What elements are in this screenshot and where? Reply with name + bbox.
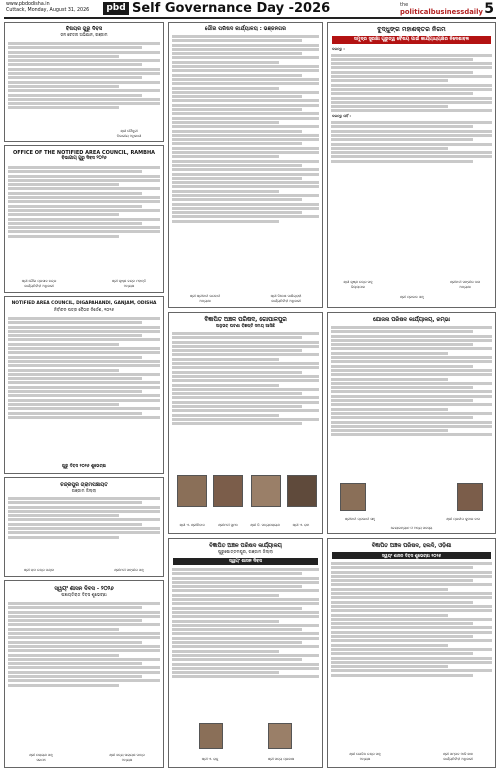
brand-prefix: the — [400, 2, 409, 8]
ad-banner: ସମୁଦ୍ର ସୁରକ୍ଷା ଗୁରୁତ୍ୱ ବୈଷୟ ପାଇଁ କାର୍ଯ୍ୟାଧ୍ୟକ୍ଷର ନିଦେଶାବଳ — [332, 36, 491, 44]
portrait-photo — [177, 475, 207, 507]
signature-name: ଶ୍ରୀ ସତ୍ୟ ନାରାୟଣ ପାତ୍ର — [109, 753, 145, 758]
ad-heading: ଚନ୍ଦ୍ରପୁର ଗ୍ରାମପଞ୍ଚାୟତ — [60, 482, 108, 488]
page-number: 5 — [484, 1, 494, 17]
ad-signature-right — [95, 753, 159, 762]
ad-heading: ଗୌର ପରିଷଦ କାର୍ଯ୍ୟାଳୟ : ଭଞ୍ଜନଗର — [204, 26, 287, 32]
portrait-photo — [213, 475, 243, 507]
page-header — [0, 0, 500, 18]
signature-name: ଶ୍ରୀ ସମ୍ପଦ ଆଳି ଖାନ — [442, 752, 474, 757]
ad-signature-left — [9, 568, 69, 572]
ad-body — [5, 166, 163, 238]
portrait-photo — [268, 723, 292, 749]
ad-signature-right — [439, 280, 491, 289]
ad-heading: ବିଷୟର ଗୁରୁ ଦିବସ — [65, 26, 103, 32]
ad-strip: ସ୍ୱୟଂ ଶାସନ ଦିବସ — [173, 558, 318, 565]
signature-name: ଶ୍ରୀ କୃଷ୍ଣ ଚନ୍ଦ୍ର ସାହୁ — [343, 280, 373, 285]
ad-bottom-center — [168, 538, 323, 768]
signature-role: ବିଭାଗୀୟ ଅଧିକାରୀ — [116, 133, 142, 138]
signature-name: ଶ୍ରୀ ଚୌଧୁରୀ — [120, 129, 138, 134]
signature-name: ଶ୍ରୀ ଦିନେଶ ପାଣିଗ୍ରାହୀ — [270, 294, 302, 299]
ad-body — [328, 121, 495, 163]
signature-name: ଶ୍ରୀମତୀ ସଙ୍ଗୀତା ସାହୁ — [114, 567, 144, 572]
header-rule — [4, 17, 496, 19]
header-meta — [6, 2, 89, 13]
portrait-photo — [251, 475, 281, 507]
signature-name: ଶ୍ରୀ ଗୋବିନ୍ଦ ଚନ୍ଦ୍ର ସାହୁ — [349, 752, 381, 757]
ad-body — [169, 332, 322, 425]
ad-mid-right — [327, 312, 496, 534]
ad-body — [328, 54, 495, 113]
signature-name: ଶ୍ରୀମତୀ ସଙ୍ଗୀତା ଦାସ — [449, 280, 481, 285]
signature-role: ଅଧ୍ୟକ୍ଷା — [199, 298, 211, 303]
ad-heading: ବିଜ୍ଞାପିତ ଅଞ୍ଚଳ ପରିଷଦ, ଗୋପାଳପୁର — [204, 317, 287, 323]
ad-body — [5, 317, 163, 419]
ad-heading: ସ୍ୱୟଂ ଶାସନ ଦିବସ - ୨୦୨୬ — [54, 586, 114, 592]
ad-kicker: ବୁଦ୍ଧୁଙ୍ଗ ମହାଶକ୍ତର ନିଗମ — [377, 26, 446, 33]
ad-mid-center — [168, 312, 323, 534]
signature-role: କାର୍ଯ୍ୟନିର୍ବାହୀ ଅଧିକାରୀ — [443, 756, 473, 761]
ad-subheading: ଜନ ଚେତନା ଅଭିଯାନ, ଗଞ୍ଜାମ — [60, 32, 108, 37]
signature-role: ସରପଞ୍ଚ — [36, 757, 46, 762]
signature-role: କାର୍ଯ୍ୟନିର୍ବାହୀ ଅଧିକାରୀ — [24, 283, 54, 288]
portrait-photo — [287, 475, 317, 507]
ad-signature-left: ଶ୍ରୀମତୀ ପ୍ରଭାତୀ ସାହୁ — [344, 516, 376, 521]
portrait-photo — [199, 723, 223, 749]
ad-body — [328, 326, 495, 436]
signature-role: ଅଧ୍ୟକ୍ଷ — [359, 756, 371, 761]
portrait-photo — [340, 483, 366, 511]
ad-signature-right — [425, 752, 491, 761]
signature-name: ଶ୍ରୀ ଗୌର ପ୍ରସାଦ ଚନ୍ଦ୍ର — [21, 279, 57, 284]
signature-name: ଶ୍ରୀ ଶ୍ରୀମତୀ ଭଗବତୀ — [189, 294, 221, 299]
ad-heading: ବିଜ୍ଞାପିତ ଅଞ୍ଚଳ ପରିଷଦ କାର୍ଯ୍ୟାଳୟ — [209, 543, 282, 549]
ad-bottom-right — [327, 538, 496, 768]
ad-left-4 — [4, 477, 164, 577]
ad-subheading: ପୁରୁଷୋତ୍ତମପୁର, ଗଞ୍ଜାମ ଜିଲ୍ଲା — [218, 549, 273, 554]
ad-footer: ଗୁରୁ ଦିବସ ୨୦୨୬ ଶୁଭେଚ୍ଛା — [61, 463, 107, 468]
signature-role: ଅଧ୍ୟକ୍ଷ — [123, 283, 135, 288]
ad-signature-left — [173, 294, 237, 303]
page-title: Self Governance Day -2026 — [132, 1, 331, 16]
website-link[interactable]: www.pbdodisha.in — [6, 2, 50, 7]
ad-subheading: ନିର୍ବାଚନ ପତ୍ର ବୈଠକ ନିର୍ଦ୍ଦେଶ, ୧୦୨୬ — [53, 307, 115, 312]
dateline: Cuttack, Monday, August 31, 2026 — [6, 7, 90, 13]
signature-name: ଶ୍ରୀ ପ୍ରଭାତ ସାହୁ — [400, 294, 424, 299]
signature-name: ଶ୍ରୀ ନାରାୟଣ ସାହୁ — [29, 753, 53, 758]
ad-subheading: ବିଭାଗୀୟ ଗୁରୁ ଦିବସ ୨୦୨୬ — [61, 156, 107, 161]
section-label: କରନ୍ତୁ : — [332, 47, 345, 51]
ad-signature-left — [9, 753, 73, 762]
ad-subheading: ଗଞ୍ଜାମ ଜିଲ୍ଲା — [71, 488, 97, 493]
ad-left-2 — [4, 145, 164, 293]
ad-signature-mid — [386, 295, 438, 299]
ad-footer: ଚେୟାରମ୍ୟାନ ଓ ଅନ୍ୟ ସଦସ୍ୟ — [390, 525, 433, 530]
ad-heading: OFFICE OF THE NOTIFIED AREA COUNCIL, RAMBHA — [12, 150, 156, 156]
ad-signature-left — [9, 279, 69, 288]
ad-heading: ଯୋଜନା ପରିଷଦ କାର୍ଯ୍ୟାଳୟ, ରମ୍ଭା — [372, 317, 450, 323]
ad-left-5 — [4, 580, 164, 768]
portrait-photo — [457, 483, 483, 511]
pbd-logo: pbd — [103, 2, 129, 15]
brand-name: politicalbusinessdaily — [400, 8, 483, 16]
ad-signature-right — [99, 279, 159, 288]
ad-top-center — [168, 22, 323, 308]
ad-signature-left: ଶ୍ରୀ ଏ. ରାଜୁ — [201, 756, 219, 761]
ad-signature-right: ଶ୍ରୀ ପ୍ରଦୀପ କୁମାର ଦାସ — [446, 516, 480, 521]
ad-subheading: ପଞ୍ଚାୟତିରାଜ ଦିବସ ଶୁଭେଚ୍ଛା — [61, 592, 107, 597]
brand-logo — [400, 2, 483, 17]
ad-signature — [99, 129, 159, 138]
ad-subheading: ଅନୁଭବ ଘଟଣା ବିଜ୍ଞପ୍ତି ସମୟ ଆସିଛି — [216, 323, 275, 328]
signature-role: ଅଧ୍ୟକ୍ଷ — [121, 757, 133, 762]
ad-signature-left — [332, 280, 384, 289]
ad-signature-left — [332, 752, 398, 761]
photo-caption: ଶ୍ରୀ ଏ. ରାମ — [292, 522, 310, 527]
ad-top-right — [327, 22, 496, 308]
ad-body — [328, 562, 495, 677]
signature-role: କାର୍ଯ୍ୟନିର୍ବାହୀ ଅଧିକାରୀ — [271, 298, 301, 303]
ad-left-1 — [4, 22, 164, 142]
ad-heading: NOTIFIED AREA COUNCIL, DIGAPAHANDI, GANJAM, ODISHA — [11, 301, 157, 306]
signature-role: ଜିଲ୍ଲାପାଳ — [350, 284, 366, 289]
section-label: କରନ୍ତୁ ନାହିଁ : — [332, 114, 351, 119]
ad-heading: ବିଜ୍ଞାପିତ ଅଞ୍ଚଳ ପରିଷଦ, ହଲଦି, ଓଡ଼ିଶା — [371, 543, 452, 549]
ad-signature-right: ଶ୍ରୀ ସତ୍ୟ ପ୍ରକାଶ — [267, 756, 295, 761]
signature-role: ଅଧ୍ୟକ୍ଷା — [459, 284, 471, 289]
ad-signature-right — [99, 568, 159, 572]
photo-caption: ଶ୍ରୀମତୀ ସୁମନ — [218, 522, 238, 527]
ad-body — [169, 35, 322, 223]
signature-name: ଶ୍ରୀ ରାମ ଚନ୍ଦ୍ର ପଣ୍ଡା — [23, 567, 55, 572]
photo-caption: ଶ୍ରୀ ଏ. ଶ୍ରୀନିବାସ — [179, 522, 205, 527]
photo-caption: ଶ୍ରୀ ବି. ସତ୍ୟନାରାୟଣ — [250, 522, 280, 527]
ad-body — [5, 497, 163, 539]
ad-body — [169, 568, 322, 678]
signature-name: ଶ୍ରୀ କୃଷ୍ଣ ଚନ୍ଦ୍ର ମହାନ୍ତି — [111, 279, 147, 284]
ad-subheading: ସ୍ୱୟଂ ଶାସନ ଦିବସ ଶୁଭେଚ୍ଛା ୨୦୨୬ — [332, 552, 491, 559]
ad-body — [5, 602, 163, 687]
ad-signature-right — [254, 294, 318, 303]
ad-left-3 — [4, 296, 164, 474]
ad-body — [5, 42, 163, 109]
